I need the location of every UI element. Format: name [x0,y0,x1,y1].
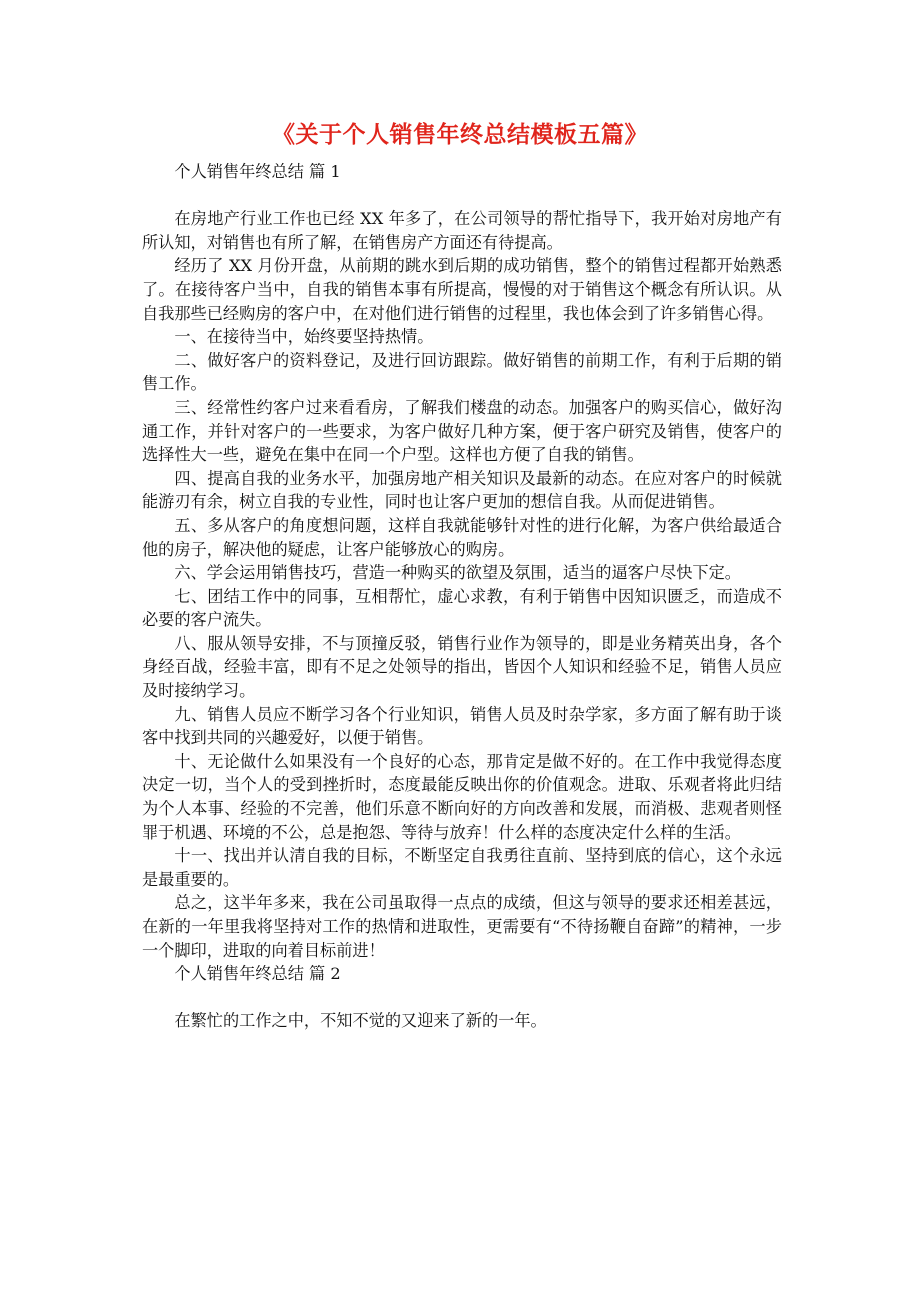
paragraph: 五、多从客户的角度想问题，这样自我就能够针对性的进行化解，为客户供给最适合他的房子，解决他的疑虑，让客户能够放心的购房。 [142,515,782,559]
paragraph: 六、学会运用销售技巧，营造一种购买的欲望及氛围，适当的逼客户尽快下定。 [174,563,741,583]
paragraph: 在房地产行业工作也已经 XX 年多了，在公司领导的帮忙指导下，我开始对房地产有所认知，对销售也有所了解，在销售房产方面还有待提高。 [142,209,782,252]
document-body [142,160,782,1033]
paragraph: 九、销售人员应不断学习各个行业知识，销售人员及时杂学家，多方面了解有助于谈客中找到共同的兴趣爱好，以便于销售。 [142,704,782,748]
section-heading: 个人销售年终总结 篇 2 [174,964,341,984]
paragraph: 一、在接待当中，始终要坚持热情。 [174,327,434,347]
paragraph: 二、做好客户的资料登记，及进行回访跟踪。做好销售的前期工作，有利于后期的销售工作。 [142,350,782,394]
paragraph: 十一、找出并认清自我的目标，不断坚定自我勇往直前、坚持到底的信心，这个永远是最重要的。 [142,846,782,889]
paragraph: 总之，这半年多来，我在公司虽取得一点点的成绩，但这与领导的要求还相差甚远，在新的一年里我将坚持对工作的热情和进取性，更需要有“不待扬鞭自奋蹄”的精神，一步一个脚印，进取的向着目标前进！ [142,893,782,960]
paragraph: 经历了 XX 月份开盘，从前期的跳水到后期的成功销售，整个的销售过程都开始熟悉了。在接待客户当中，自我的销售本事有所提高，慢慢的对于销售这个概念有所认识。从自我那些已经购房的客户中，在对他们进行销售的过程里，我也体会到了许多销售心得。 [142,256,782,323]
section-heading: 个人销售年终总结 篇 1 [174,162,341,181]
paragraph: 七、团结工作中的同事，互相帮忙，虚心求教，有利于销售中因知识匮乏，而造成不必要的客户流失。 [142,586,782,630]
paragraph: 在繁忙的工作之中，不知不觉的又迎来了新的一年。 [174,1011,547,1031]
paragraph: 三、经常性约客户过来看看房，了解我们楼盘的动态。加强客户的购买信心，做好沟通工作，并针对客户的一些要求，为客户做好几种方案，便于客户研究及销售，使客户的选择性大一些，避免在集中在同一个户型。这样也方便了自我的销售。 [142,397,782,465]
document-title: 《关于个人销售年终总结模板五篇》 [272,121,648,148]
paragraph: 十、无论做什么如果没有一个良好的心态，那肯定是做不好的。在工作中我觉得态度决定一切，当个人的受到挫折时，态度最能反映出你的价值观念。进取、乐观者将此归结为个人本事、经验的不完善，他们乐意不断向好的方向改善和发展，而消极、悲观者则怪罪于机遇、环境的不公，总是抱怨、等待与放弃！什么样的态度决定什么样的生活。 [142,751,782,842]
paragraph: 八、服从领导安排，不与顶撞反驳，销售行业作为领导的，即是业务精英出身，各个身经百战，经验丰富，即有不足之处领导的指出，皆因个人知识和经验不足，销售人员应及时接纳学习。 [142,633,782,701]
paragraph: 四、提高自我的业务水平，加强房地产相关知识及最新的动态。在应对客户的时候就能游刃有余，树立自我的专业性，同时也让客户更加的想信自我。从而促进销售。 [142,468,782,512]
